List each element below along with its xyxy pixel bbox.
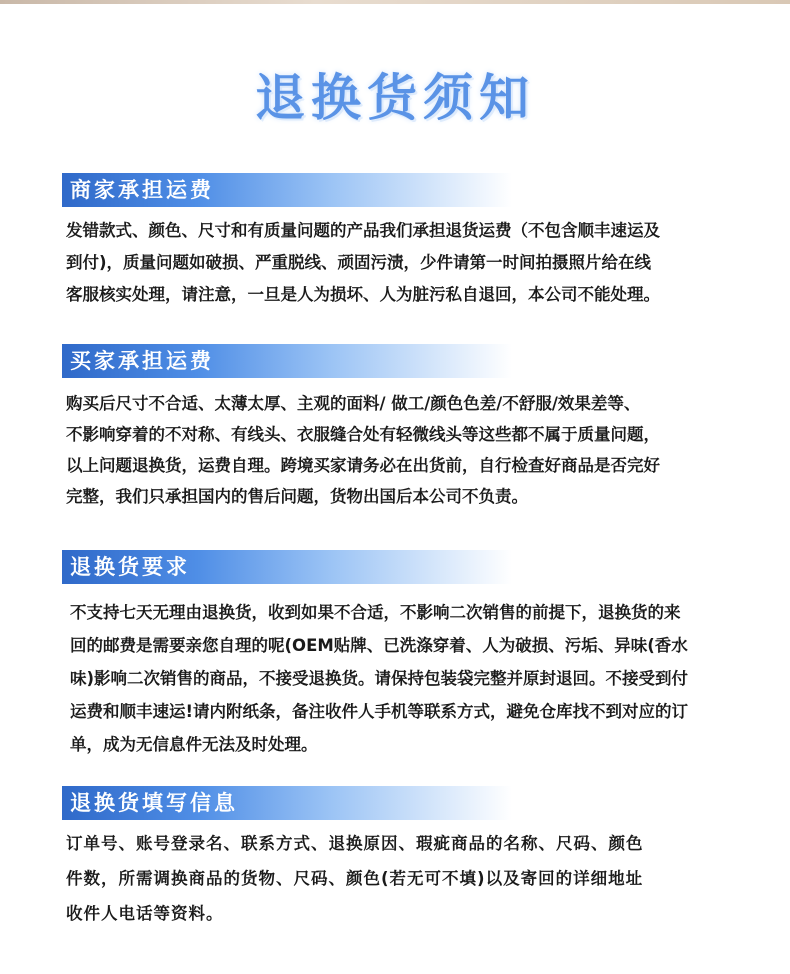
page-title: 退换货须知 — [255, 69, 535, 127]
body-line: 回的邮费是需要亲您自理的呢(OEM贴牌、已洗涤穿着、人为破损、污垢、异味(香水 — [70, 636, 688, 655]
body-line: 发错款式、颜色、尺寸和有质量问题的产品我们承担退货运费（不包含顺丰速运及 — [66, 221, 660, 240]
section-header — [62, 173, 512, 207]
section-header — [62, 550, 512, 584]
section-header — [62, 786, 512, 820]
section-body — [70, 596, 760, 761]
section-header — [62, 344, 512, 378]
body-line: 不支持七天无理由退换货，收到如果不合适，不影响二次销售的前提下，退换货的来 — [70, 603, 681, 622]
section-heading: 退换货要求 — [70, 555, 190, 579]
body-line: 订单号、账号登录名、联系方式、退换原因、瑕疵商品的名称、尺码、颜色 — [66, 834, 644, 853]
section-heading: 商家承担运费 — [70, 178, 214, 202]
body-line: 件数，所需调换商品的货物、尺码、颜色(若无可不填)以及寄回的详细地址 — [66, 869, 644, 888]
body-line: 不影响穿着的不对称、有线头、衣服缝合处有轻微线头等这些都不属于质量问题， — [66, 425, 660, 444]
body-line: 运费和顺丰速运!请内附纸条，备注收件人手机等联系方式，避免仓库找不到对应的订 — [70, 702, 689, 721]
body-line: 购买后尺寸不合适、太薄太厚、主观的面料/ 做工/颜色色差/不舒服/效果差等、 — [66, 394, 641, 413]
body-line: 以上问题退换货，运费自理。跨境买家请务必在出货前，自行检查好商品是否完好 — [66, 456, 660, 475]
section-heading: 退换货填写信息 — [70, 791, 238, 815]
body-line: 到付)，质量问题如破损、严重脱线、顽固污渍，少件请第一时间拍摄照片给在线 — [66, 253, 652, 272]
body-line: 单，成为无信息件无法及时处理。 — [70, 735, 318, 754]
body-line: 客服核实处理，请注意，一旦是人为损坏、人为脏污私自退回，本公司不能处理。 — [66, 285, 660, 304]
body-line: 收件人电话等资料。 — [66, 904, 224, 923]
section-body — [66, 826, 756, 931]
body-line: 完整，我们只承担国内的售后问题，货物出国后本公司不负责。 — [66, 487, 528, 506]
section-body — [66, 388, 756, 512]
section-heading: 买家承担运费 — [70, 349, 214, 373]
body-line: 味)影响二次销售的商品，不接受退换货。请保持包装袋完整并原封退回。不接受到付 — [70, 669, 689, 688]
top-decorative-strip — [0, 0, 790, 4]
section-body — [66, 215, 756, 311]
